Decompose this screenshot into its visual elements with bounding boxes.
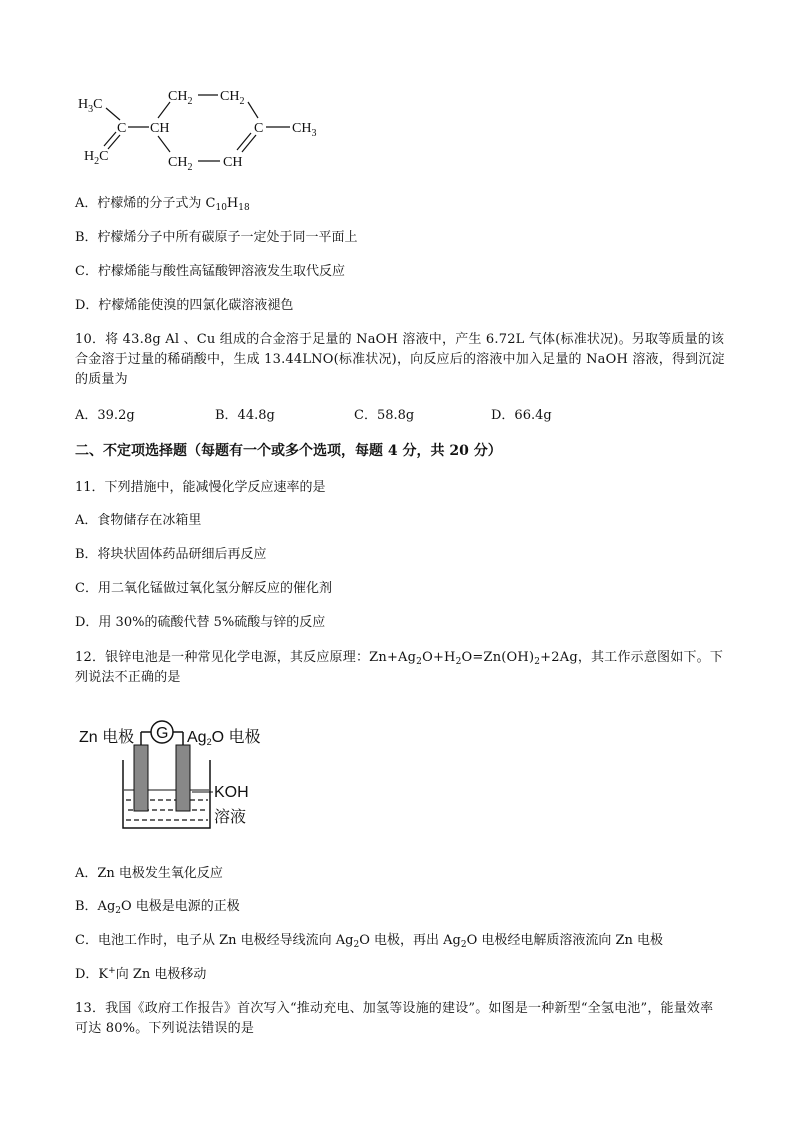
q10-stem: 10．将 43.8g Al 、Cu 组成的合金溶于足量的 NaOH 溶液中，产生 6.72L 气体(标准状况)。另取等质量的该合金溶于过量的稀硝酸中，生成 13.44LNO(标准状况)，向反应后的溶液中加入足量的 NaOH 溶液，得到沉淀的质量为 (75, 332, 725, 387)
bond-ch-c-double-a (242, 135, 256, 152)
label-h3c: $H_3C$ (78, 97, 103, 115)
zn-electrode-label: Zn 电极 (79, 729, 135, 746)
q11-option-a: A．食物储存在冰箱里 (75, 513, 202, 528)
q12-stem: 12．银锌电池是一种常见化学电源，其反应原理：$Zn+Ag_2O+H_2O=Zn(OH)_2+2Ag$，其工作示意图如下。下列说法不正确的是 (75, 650, 724, 685)
label-c-left: C (117, 121, 127, 136)
q11-option-d: D．用 30%的硫酸代替 5%硫酸与锌的反应 (75, 615, 326, 630)
q10-option-a: A．39.2g (75, 408, 135, 423)
bond-top-right-c (248, 102, 258, 118)
label-h2c: $H_2C$ (84, 149, 109, 167)
label-ch2-top-right: $CH_2$ (220, 89, 245, 107)
q13-stem: 13．我国《政府工作报告》首次写入“推动充电、加氢等设施的建设”。如图是一种新型“全氢电池”，能量效率可达 80%。下列说法错误的是 (75, 1001, 714, 1036)
galvanometer-label: G (156, 725, 169, 742)
bond-c-ch2-a (108, 135, 120, 149)
label-c-right: C (254, 121, 264, 136)
koh-label: KOH (214, 784, 249, 801)
q9-option-d: D．柠檬烯能使溴的四氯化碳溶液褪色 (75, 298, 294, 313)
section-2-heading: 二、不定项选择题（每题有一个或多个选项，每题 4 分，共 20 分） (75, 443, 502, 459)
label-ch-left: CH (150, 121, 170, 136)
label-ch2-bottom: $CH_2$ (168, 155, 193, 173)
bond-c-ch2-b (104, 132, 116, 146)
ag2o-electrode-label: $Ag_2O$ 电极 (187, 729, 261, 747)
label-ch3-right: $CH_3$ (292, 121, 317, 139)
label-ch-bottom: CH (223, 155, 243, 170)
q11-stem: 11．下列措施中，能减慢化学反应速率的是 (75, 480, 326, 495)
q12-option-c: C．电池工作时，电子从 Zn 电极经导线流向 $Ag_2O$ 电极，再出 $Ag_2O$ 电极经电解质溶液流向 Zn 电极 (75, 933, 664, 950)
q10-option-b: B．44.8g (215, 408, 275, 423)
q10-option-c: C．58.8g (354, 408, 415, 423)
q11-option-b: B．将块状固体药品研细后再反应 (75, 547, 267, 562)
q10-options (75, 406, 725, 426)
q9-option-a: A．柠檬烯的分子式为 $C_{10}H_{18}$ (75, 196, 250, 213)
limonene-structure (70, 80, 410, 180)
q12-option-a: A．Zn 电极发生氧化反应 (75, 866, 223, 881)
q10-option-d: D．66.4g (491, 408, 552, 423)
zn-electrode (134, 745, 148, 811)
bond-ch-c-double-b (237, 133, 251, 150)
ag2o-electrode (176, 745, 190, 811)
q12-option-d: D．K+向 Zn 电极移动 (75, 966, 207, 982)
bond-ch-top (158, 102, 170, 118)
solution-label: 溶液 (214, 809, 247, 826)
bond-h3c-c (106, 108, 120, 120)
q12-option-b: B．$Ag_2O$ 电极是电源的正极 (75, 899, 240, 916)
bond-ch-bottom (158, 136, 170, 152)
q9-option-b: B．柠檬烯分子中所有碳原子一定处于同一平面上 (75, 230, 358, 245)
label-ch2-top-left: $CH_2$ (168, 89, 193, 107)
q11-option-c: C．用二氧化锰做过氧化氢分解反应的催化剂 (75, 581, 332, 596)
q9-option-c: C．柠檬烯能与酸性高锰酸钾溶液发生取代反应 (75, 264, 345, 279)
